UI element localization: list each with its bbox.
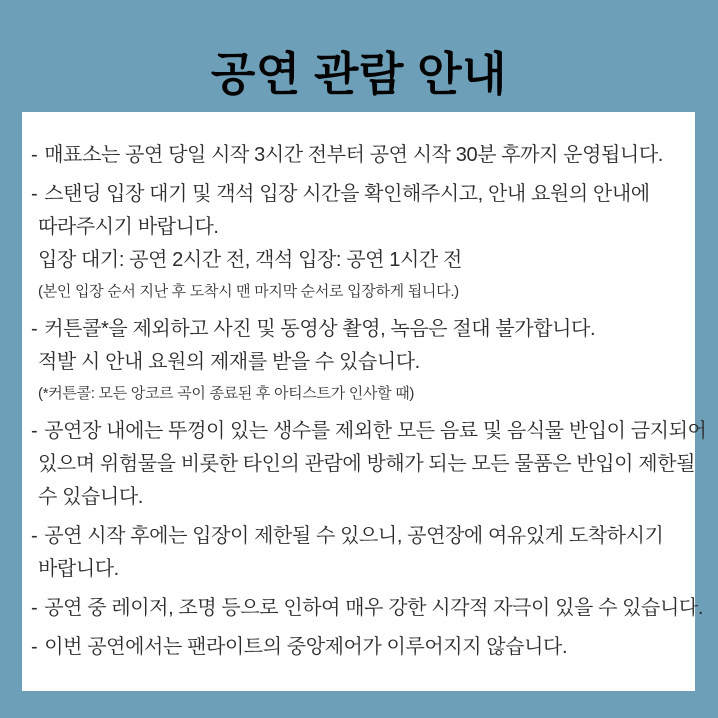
notice-line-text: 커튼콜*을 제외하고 사진 및 동영상 촬영, 녹음은 절대 불가합니다. (44, 318, 596, 340)
bullet-dash: - (31, 144, 38, 166)
notice-line (31, 481, 683, 514)
notice-line (31, 592, 703, 625)
notice-line (31, 448, 696, 481)
notice-line-text: 따라주시기 바랍니다. (38, 216, 219, 238)
notice-line-text: 입장 대기: 공연 2시간 전, 객석 입장: 공연 1시간 전 (38, 249, 462, 271)
notice-line-text: (*커튼콜: 모든 앙코르 곡이 종료된 후 아티스트가 인사할 때) (38, 385, 415, 402)
notice-line (31, 415, 707, 448)
notice-line-text: 스탠딩 입장 대기 및 객석 입장 시간을 확인해주시고, 안내 요원의 안내에 (44, 183, 650, 205)
notice-line-text: 공연 중 레이저, 조명 등으로 인하여 매우 강한 시각적 자극이 있을 수 있습니다. (44, 597, 703, 619)
notice-line-text: 있으며 위험물을 비롯한 타인의 관람에 방해가 되는 모든 물품은 반입이 제한될 (38, 453, 696, 475)
bullet-dash: - (31, 636, 38, 658)
notice-line (31, 553, 683, 586)
notice-footnote (31, 277, 683, 307)
notice-line (31, 520, 683, 553)
notice-line-text: 이번 공연에서는 팬라이트의 중앙제어가 이루어지지 않습니다. (44, 636, 568, 658)
notice-line-text: (본인 입장 순서 지난 후 도착시 맨 마지막 순서로 입장하게 됩니다.) (38, 283, 459, 300)
bullet-dash: - (31, 183, 38, 205)
notice-line (31, 211, 683, 244)
notice-footnote (31, 379, 683, 409)
notice-line-text: 적발 시 안내 요원의 제재를 받을 수 있습니다. (38, 351, 420, 373)
page-title: 공연 관람 안내 (210, 48, 508, 100)
bullet-dash: - (31, 420, 38, 442)
notice-card (22, 112, 707, 691)
notice-line (31, 244, 683, 277)
notice-line-text: 공연 시작 후에는 입장이 제한될 수 있으니, 공연장에 여유있게 도착하시기 (44, 525, 664, 547)
notice-line (31, 178, 683, 211)
notice-line (31, 631, 683, 664)
notice-line (31, 139, 683, 172)
notice-line (31, 346, 683, 379)
notice-line (31, 313, 683, 346)
notice-line-text: 공연장 내에는 뚜껑이 있는 생수를 제외한 모든 음료 및 음식물 반입이 금지되어 (44, 420, 707, 442)
notice-line-text: 매표소는 공연 당일 시작 3시간 전부터 공연 시작 30분 후까지 운영됩니다. (44, 144, 663, 166)
notice-line-text: 바랍니다. (38, 558, 119, 580)
header (0, 0, 718, 112)
bullet-dash: - (31, 597, 38, 619)
bullet-dash: - (31, 318, 38, 340)
bullet-dash: - (31, 525, 38, 547)
notice-line-text: 수 있습니다. (38, 486, 143, 508)
